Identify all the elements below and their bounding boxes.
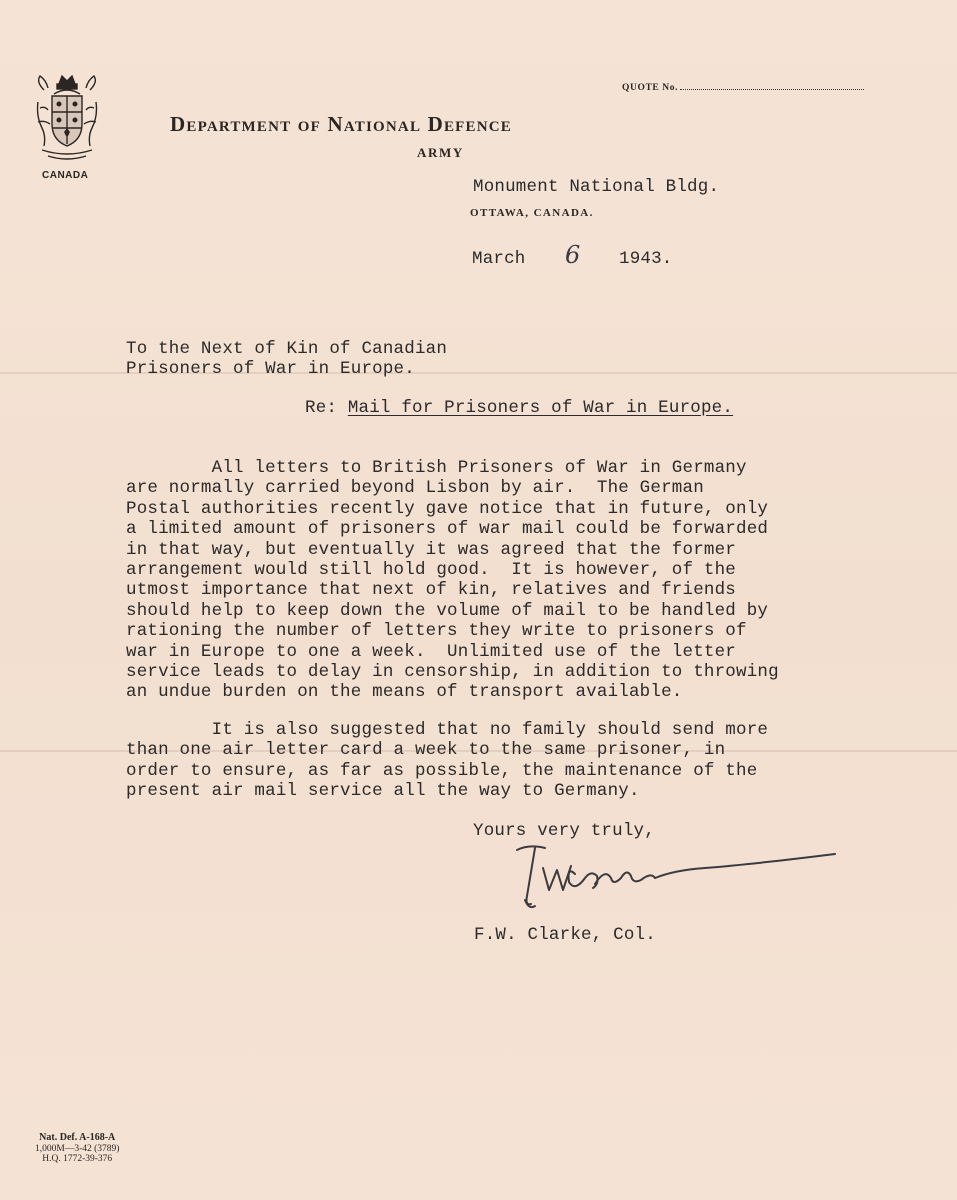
body-paragraph: It is also suggested that no family should send more than one air letter card a week to the same prisoner, in order to ensure, as far as possible, the maintenance of the present air mail service all the way to Germany. bbox=[126, 720, 769, 802]
quote-label: QUOTE No. bbox=[622, 83, 679, 93]
signer-name: F.W. Clarke, Col. bbox=[474, 925, 656, 945]
signature-image bbox=[505, 838, 845, 918]
subject-label: Re: bbox=[305, 398, 338, 418]
date-day-handwritten: 6 bbox=[565, 241, 581, 269]
subject-text: Mail for Prisoners of War in Europe. bbox=[347, 398, 734, 418]
form-number-footer bbox=[35, 1133, 119, 1165]
recipient-block bbox=[126, 339, 447, 379]
sender-building: Monument National Bldg. bbox=[473, 177, 720, 197]
department-title: Department of National Defence bbox=[170, 112, 513, 136]
body-paragraph: All letters to British Prisoners of War in Germany are normally carried beyond Lisbon by air. The German Postal authorities recently gave notice that in future, only a limited amount of prisoners of war mail could be forwarded in that way, but eventually it was agreed that the former arrangement would still hold good. It is however, of the utmost importance that next of kin, relatives and friends should help to keep down the volume of mail to be handled by rationing the number of letters they write to prisoners of war in Europe to one a week. Unlimited use of the letter service leads to delay in censorship, in addition to throwing an undue burden on the means of transport available. bbox=[126, 458, 779, 703]
sender-city: OTTAWA, CANADA. bbox=[470, 207, 594, 219]
closing: Yours very truly, bbox=[473, 821, 655, 841]
quote-number-blank bbox=[680, 89, 864, 90]
quote-number-field bbox=[622, 83, 864, 93]
subject-line bbox=[305, 398, 733, 418]
date-month: March bbox=[472, 249, 526, 269]
print-run: 1,000M—3-42 (3789) bbox=[35, 1143, 120, 1154]
form-number: Nat. Def. A-168-A bbox=[39, 1132, 116, 1143]
date-year: 1943. bbox=[619, 249, 673, 269]
hq-file-number: H.Q. 1772-39-376 bbox=[42, 1154, 113, 1164]
recipient-line: To the Next of Kin of Canadian bbox=[126, 339, 448, 359]
recipient-line: Prisoners of War in Europe. bbox=[126, 359, 415, 379]
coat-of-arms-icon bbox=[32, 72, 102, 168]
crest-label: CANADA bbox=[42, 170, 89, 181]
department-branch: ARMY bbox=[417, 145, 464, 160]
